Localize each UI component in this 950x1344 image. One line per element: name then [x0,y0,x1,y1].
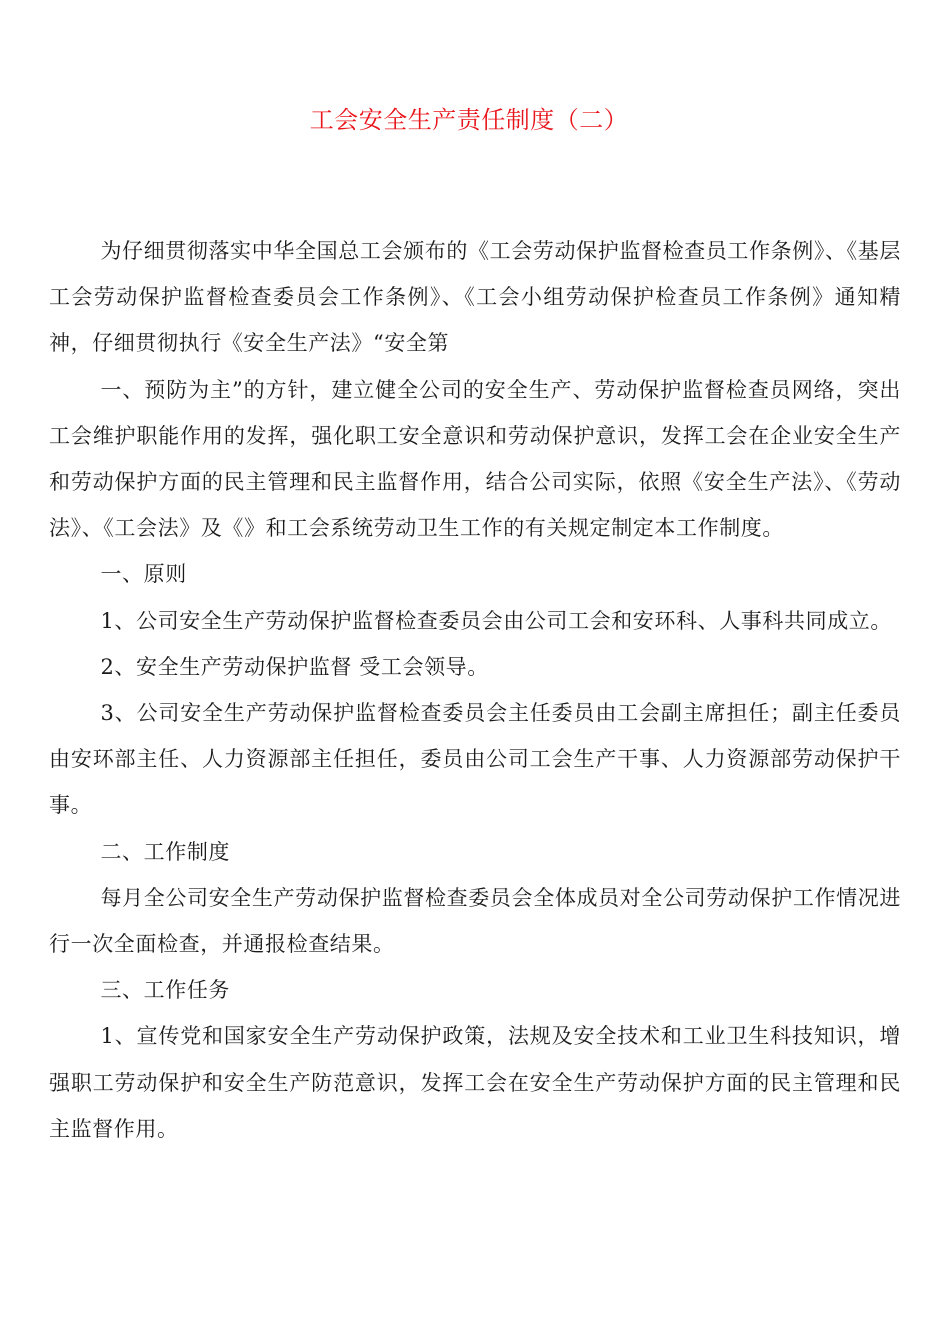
section-heading-principles: 一、原则 [100,562,187,587]
paragraph-principle-3: 3、公司安全生产劳动保护监督检查委员会主任委员由工会副主席担任；副主任委员由安环部主任、人力资源部主任担任，委员由公司工会生产干事、人力资源部劳动保护干事。 [49,701,901,818]
paragraph-principle-2: 2、安全生产劳动保护监督 受工会领导。 [100,654,489,679]
section-heading-tasks: 三、工作任务 [100,978,231,1003]
document-body [49,228,901,1152]
section-heading-work-system: 二、工作制度 [100,839,231,864]
paragraph-intro: 为仔细贯彻落实中华全国总工会颁布的《工会劳动保护监督检查员工作条例》、《基层工会劳动保护监督检查委员会工作条例》、《工会小组劳动保护检查员工作条例》通知精神，仔细贯彻执行《安全生产法》“安全第 [49,239,901,356]
paragraph-work-system: 每月全公司安全生产劳动保护监督检查委员会全体成员对全公司劳动保护工作情况进行一次全面检查，并通报检查结果。 [49,885,901,957]
paragraph-principle-1: 1、公司安全生产劳动保护监督检查委员会由公司工会和安环科、人事科共同成立。 [100,608,892,633]
paragraph-policy: 一、预防为主”的方针，建立健全公司的安全生产、劳动保护监督检查员网络，突出工会维护职能作用的发挥，强化职工安全意识和劳动保护意识，发挥工会在企业安全生产和劳动保护方面的民主管理和民主监督作用，结合公司实际，依照《安全生产法》、《劳动法》、《工会法》及《》和工会系统劳动卫生工作的有关规定制定本工作制度。 [49,377,901,541]
document-title: 工会安全生产责任制度（二） [309,106,629,134]
paragraph-task-1: 1、宣传党和国家安全生产劳动保护政策，法规及安全技术和工业卫生科技知识，增强职工劳动保护和安全生产防范意识，发挥工会在安全生产劳动保护方面的民主管理和民主监督作用。 [49,1024,901,1141]
